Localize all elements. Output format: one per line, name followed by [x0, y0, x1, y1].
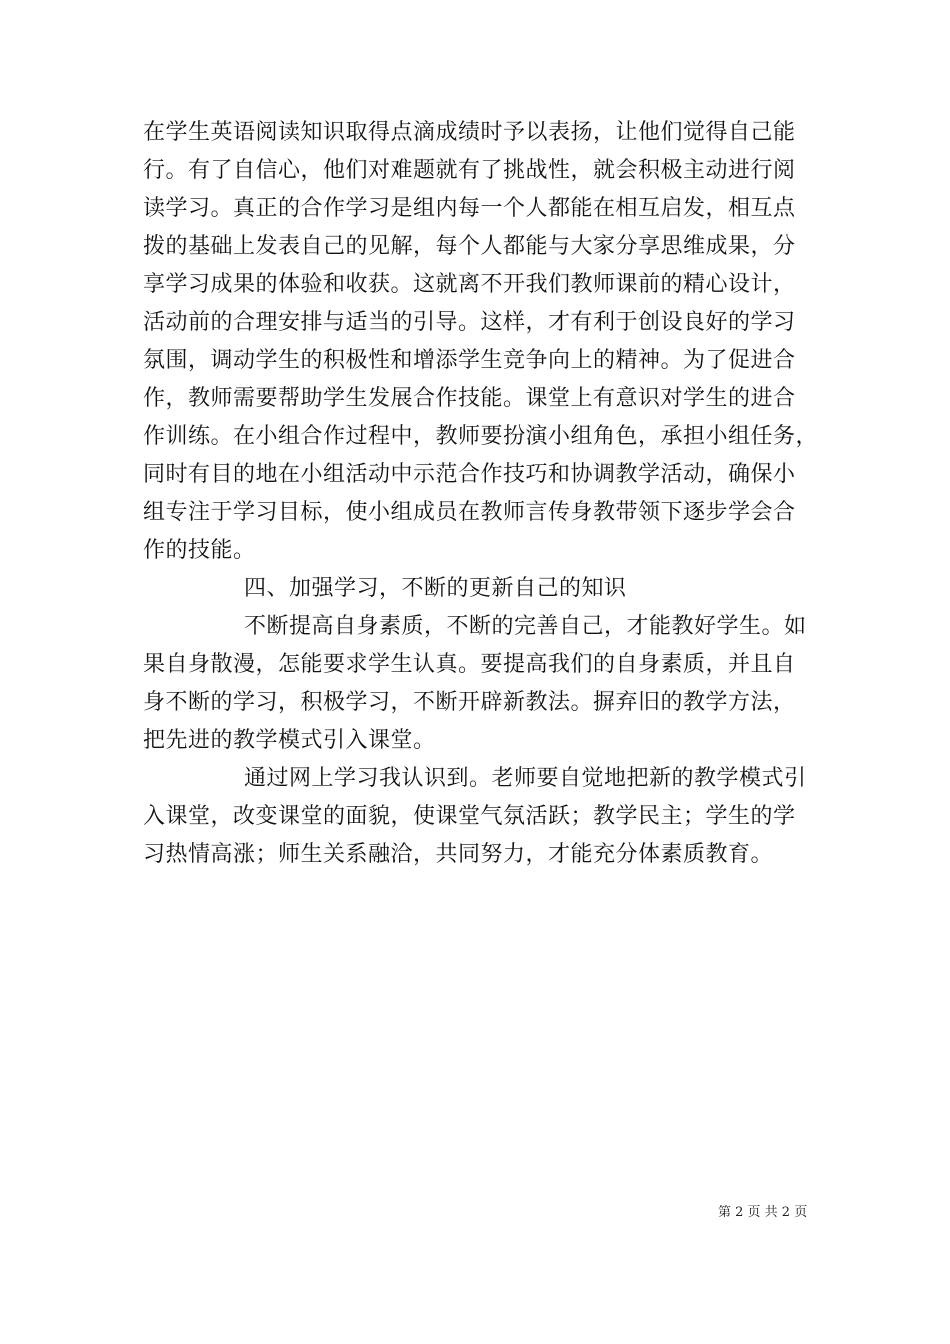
paragraph-line: 组专注于学习目标，使小组成员在教师言传身教带领下逐步学会合: [143, 500, 796, 525]
paragraph-line: 行。有了自信心，他们对难题就有了挑战性，就会积极主动进行阅: [143, 158, 796, 183]
paragraph-line: 作的技能。: [143, 538, 256, 563]
paragraph-line: 读学习。真正的合作学习是组内每一个人都能在相互启发，相互点: [143, 196, 796, 221]
paragraph-line: 把先进的教学模式引入课堂。: [143, 728, 436, 753]
paragraph-line: 通过网上学习我认识到。老师要自觉地把新的教学模式引: [244, 766, 807, 791]
section-heading: 四、加强学习，不断的更新自己的知识: [244, 576, 627, 601]
paragraph-line: 果自身散漫，怎能要求学生认真。要提高我们的自身素质，并且自: [143, 652, 796, 677]
paragraph-line: 作训练。在小组合作过程中，教师要扮演小组角色，承担小组任务，: [143, 424, 819, 449]
paragraph-line: 同时有目的地在小组活动中示范合作技巧和协调教学活动，确保小: [143, 462, 796, 487]
paragraph-line: 享学习成果的体验和收获。这就离不开我们教师课前的精心设计，: [143, 272, 796, 297]
paragraph-line: 活动前的合理安排与适当的引导。这样，才有利于创设良好的学习: [143, 310, 796, 335]
paragraph-line: 氛围，调动学生的积极性和增添学生竞争向上的精神。为了促进合: [143, 348, 796, 373]
paragraph-line: 身不断的学习，积极学习，不断开辟新教法。摒弃旧的教学方法，: [143, 690, 796, 715]
paragraph-line: 作，教师需要帮助学生发展合作技能。课堂上有意识对学生的进合: [143, 386, 796, 411]
page-number-footer: 第 2 页 共 2 页: [718, 1205, 808, 1220]
paragraph-line: 不断提高自身素质，不断的完善自己，才能教好学生。如: [244, 614, 807, 639]
paragraph-line: 入课堂，改变课堂的面貌，使课堂气氛活跃；教学民主；学生的学: [143, 804, 796, 829]
paragraph-line: 在学生英语阅读知识取得点滴成绩时予以表扬，让他们觉得自己能: [143, 120, 796, 145]
paragraph-line: 拨的基础上发表自己的见解，每个人都能与大家分享思维成果，分: [143, 234, 796, 259]
paragraph-line: 习热情高涨；师生关系融洽，共同努力，才能充分体素质教育。: [143, 842, 774, 867]
